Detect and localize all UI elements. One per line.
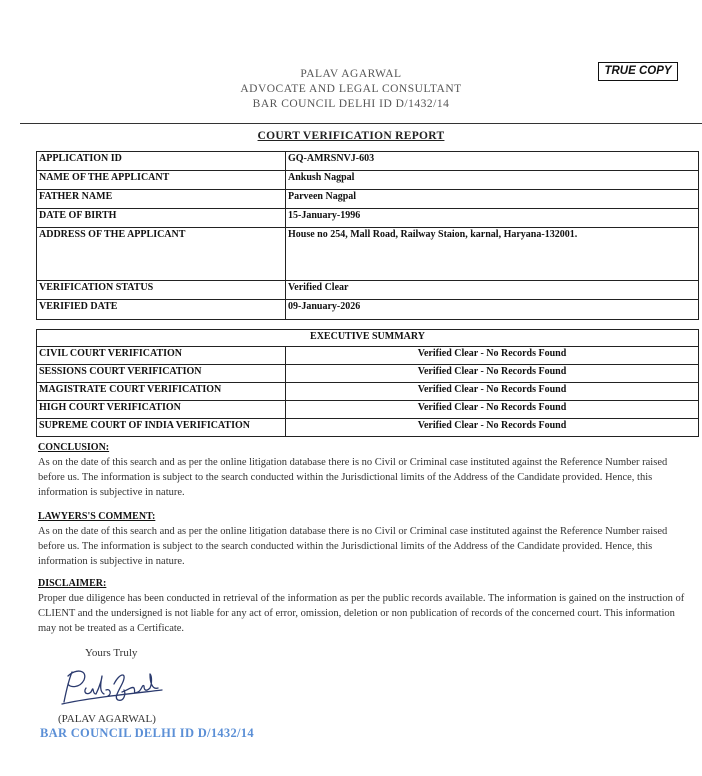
- summary-heading-row: [37, 330, 699, 347]
- table-row: [37, 209, 699, 228]
- conclusion-heading: CONCLUSION:: [38, 442, 110, 453]
- summary-value: Verified Clear - No Records Found: [286, 383, 699, 401]
- detail-label: APPLICATION ID: [37, 152, 286, 171]
- detail-label: NAME OF THE APPLICANT: [37, 171, 286, 190]
- signature: [58, 664, 168, 710]
- advocate-bar-id: BAR COUNCIL DELHI ID D/1432/14: [252, 98, 450, 110]
- table-row: [37, 347, 699, 365]
- report-title: COURT VERIFICATION REPORT: [257, 130, 445, 142]
- conclusion-section: [38, 441, 688, 500]
- table-row: [37, 365, 699, 383]
- closing-yours-truly: Yours Truly: [85, 647, 138, 659]
- detail-value: Ankush Nagpal: [286, 171, 699, 190]
- lawyers-comment-text: As on the date of this search and as per the online litigation database there is no Civil or Criminal case instituted against the Reference Number raised before us. The information is subject to the search conducted within the Jurisdictional limits of the Address of the Candidate provided. Hence, this information is subjective in nature.: [38, 526, 668, 567]
- header-divider: [20, 123, 702, 124]
- signatory-name: (PALAV AGARWAL): [58, 713, 156, 725]
- summary-value: Verified Clear - No Records Found: [286, 347, 699, 365]
- summary-heading: EXECUTIVE SUMMARY: [37, 330, 699, 347]
- detail-label: ADDRESS OF THE APPLICANT: [37, 228, 286, 281]
- advocate-designation: ADVOCATE AND LEGAL CONSULTANT: [240, 83, 462, 95]
- summary-value: Verified Clear - No Records Found: [286, 401, 699, 419]
- detail-value: Verified Clear: [286, 281, 699, 300]
- summary-label: CIVIL COURT VERIFICATION: [37, 347, 286, 365]
- table-row: [37, 152, 699, 171]
- detail-label: DATE OF BIRTH: [37, 209, 286, 228]
- table-row: [37, 401, 699, 419]
- disclaimer-text: Proper due diligence has been conducted in retrieval of the information as per the public records available. The information is gained on the instruction of CLIENT and the undersigned is not liable for any act of error, omission, deletion or non publication of records of the concerned court. This information may not be treated as a Certificate.: [38, 593, 685, 634]
- table-row: [37, 228, 699, 281]
- applicant-details-table: [36, 151, 699, 320]
- summary-label: HIGH COURT VERIFICATION: [37, 401, 286, 419]
- table-row: [37, 419, 699, 437]
- table-row: [37, 281, 699, 300]
- summary-label: SUPREME COURT OF INDIA VERIFICATION: [37, 419, 286, 437]
- disclaimer-section: [38, 577, 688, 636]
- summary-value: Verified Clear - No Records Found: [286, 365, 699, 383]
- summary-label: MAGISTRATE COURT VERIFICATION: [37, 383, 286, 401]
- true-copy-stamp: TRUE COPY: [598, 62, 678, 81]
- summary-value: Verified Clear - No Records Found: [286, 419, 699, 437]
- table-row: [37, 300, 699, 320]
- summary-label: SESSIONS COURT VERIFICATION: [37, 365, 286, 383]
- conclusion-text: As on the date of this search and as per the online litigation database there is no Civil or Criminal case instituted against the Reference Number raised before us. The information is subject to the search conducted within the Jurisdictional limits of the Address of the Candidate provided. Hence, this information is subjective in nature.: [38, 457, 668, 498]
- executive-summary-table: [36, 329, 699, 437]
- detail-label: FATHER NAME: [37, 190, 286, 209]
- table-row: [37, 190, 699, 209]
- lawyers-comment-heading: LAWYERS'S COMMENT:: [38, 511, 156, 522]
- signatory-bar-id: BAR COUNCIL DELHI ID D/1432/14: [40, 726, 254, 740]
- detail-value: GQ-AMRSNVJ-603: [286, 152, 699, 171]
- lawyers-comment-section: [38, 510, 688, 569]
- disclaimer-heading: DISCLAIMER:: [38, 578, 107, 589]
- detail-label: VERIFICATION STATUS: [37, 281, 286, 300]
- detail-value: 09-January-2026: [286, 300, 699, 320]
- detail-label: VERIFIED DATE: [37, 300, 286, 320]
- table-row: [37, 383, 699, 401]
- table-row: [37, 171, 699, 190]
- detail-value: House no 254, Mall Road, Railway Staion, karnal, Haryana-132001.: [286, 228, 699, 281]
- detail-value: Parveen Nagpal: [286, 190, 699, 209]
- advocate-name: PALAV AGARWAL: [300, 68, 402, 80]
- detail-value: 15-January-1996: [286, 209, 699, 228]
